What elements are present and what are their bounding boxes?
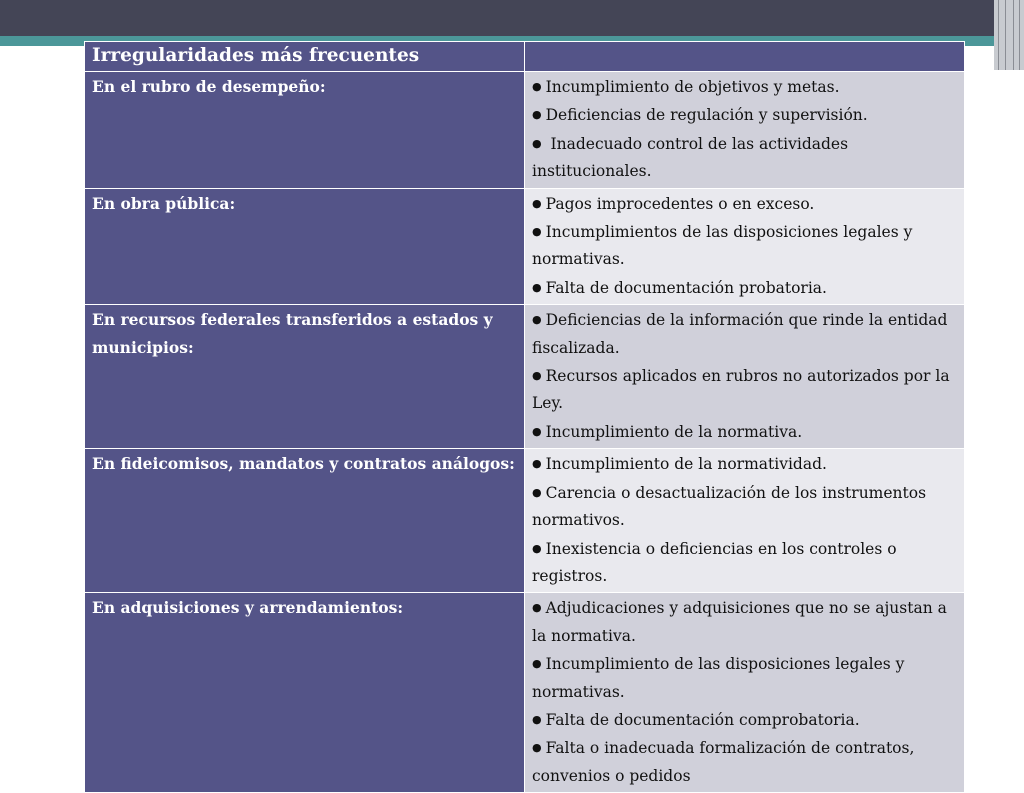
list-item-text: Recursos aplicados en rubros no autorizados por la Ley. [532,367,950,413]
list-item [532,418,958,446]
list-item [532,734,958,790]
list-item [532,73,958,101]
slide-corner-line [1019,0,1020,70]
bullet-icon: ● [532,196,542,210]
bullet-icon: ● [532,657,542,671]
category-cell: En recursos federales transferidos a estados y municipios: [85,305,525,449]
list-item-text: Incumplimiento de objetivos y metas. [545,78,840,96]
list-item [532,101,958,129]
table-header-empty-cell [525,42,965,72]
bullet-icon: ● [532,225,542,239]
list-item-text: Pagos improcedentes o en exceso. [545,194,815,213]
list-item [532,306,958,362]
list-item-text: Deficiencias de regulación y supervisión. [545,106,868,125]
table-row [85,188,965,305]
list-item [532,190,958,218]
list-item-text: Inadecuado control de las actividades institucionales. [532,134,849,181]
category-cell: En obra pública: [85,188,525,305]
table-row [85,449,965,593]
list-item-text: Carencia o desactualización de los instrumentos normativos. [532,483,927,530]
bullet-icon: ● [532,136,542,150]
bullet-icon: ● [532,485,542,499]
slide-corner-line [1013,0,1014,70]
items-cell [525,305,965,449]
list-item [532,650,958,706]
irregularities-table [84,41,965,793]
list-item [532,479,958,535]
bullet-icon: ● [532,313,542,327]
slide-corner-line [1005,0,1006,70]
list-item-text: Deficiencias de la información que rinde la entidad fiscalizada. [532,311,948,357]
list-item [532,535,958,591]
bullet-icon: ● [532,80,542,93]
bullet-icon: ● [532,712,542,726]
list-item-text: Falta de documentación probatoria. [545,278,827,297]
list-item-text: Incumplimiento de las disposiciones legales y normativas. [532,655,905,701]
list-item [532,362,958,418]
items-cell [525,188,965,305]
bullet-icon: ● [532,424,542,438]
bullet-icon: ● [532,108,542,122]
slide-corner-line [998,0,999,70]
bullet-icon: ● [532,601,542,615]
bullet-icon: ● [532,369,542,383]
list-item-text: Incumplimiento de la normativa. [545,422,803,441]
items-cell [525,449,965,593]
list-item [532,450,958,478]
list-item [532,594,958,650]
list-item-text: Adjudicaciones y adquisiciones que no se ajustan a la normativa. [532,599,947,645]
items-cell [525,593,965,793]
bullet-icon: ● [532,541,542,555]
list-item [532,274,958,302]
list-item [532,706,958,734]
list-item-text: Falta de documentación comprobatoria. [545,710,860,729]
category-cell: En el rubro de desempeño: [85,72,525,189]
bullet-icon: ● [532,457,542,471]
list-item-text: Incumplimiento de la normatividad. [545,455,827,474]
table-row [85,305,965,449]
list-item-text: Incumplimientos de las disposiciones legales y normativas. [532,223,913,269]
slide-top-bar [0,0,1024,36]
bullet-icon: ● [532,741,542,755]
bullet-icon: ● [532,280,542,294]
list-item [532,130,958,186]
items-cell [525,72,965,189]
list-item-text: Inexistencia o deficiencias en los controles o registros. [532,539,897,585]
category-cell: En adquisiciones y arrendamientos: [85,593,525,793]
list-item-text: Falta o inadecuada formalización de contratos, convenios o pedidos [532,739,915,785]
table-title: Irregularidades más frecuentes [85,42,525,72]
category-cell: En fideicomisos, mandatos y contratos análogos: [85,449,525,593]
table-row [85,593,965,793]
table-row [85,72,965,189]
list-item [532,218,958,274]
table-header-row [85,42,965,72]
